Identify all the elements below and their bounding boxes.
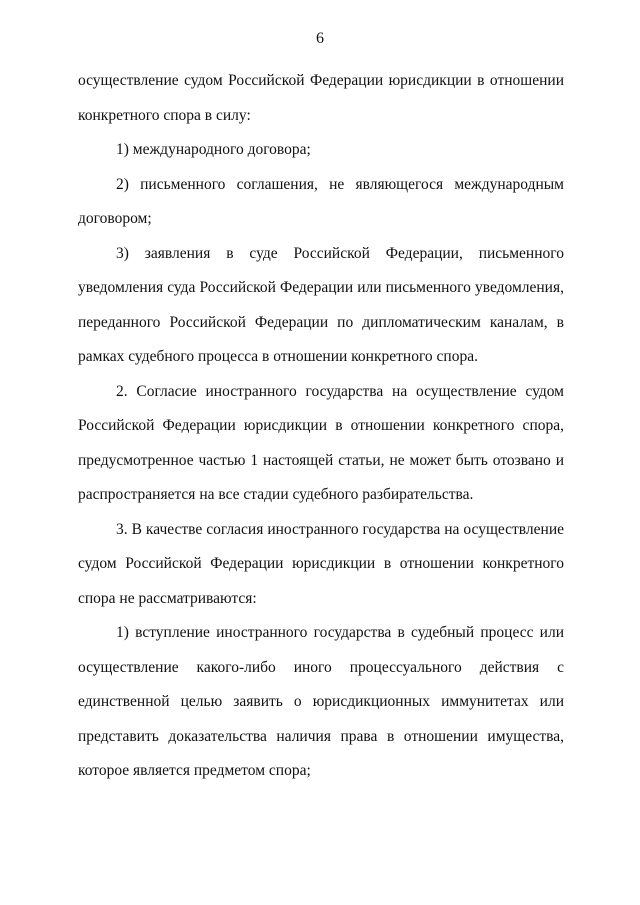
list-item-2: 2) письменного соглашения, не являющегося международным договором; [78,175,564,227]
list-item-3: 3) заявления в суде Российской Федерации, письменного уведомления суда Российской Федерации или письменного уведомления, переданного Российской Федерации по дипломатическим каналам, в рамках судебного процесса в отношении конкретного спора. [78,244,564,365]
paragraph-continuation: осуществление судом Российской Федерации юрисдикции в отношении конкретного спора в силу: [78,72,564,124]
clause-3-item-1: 1) вступление иностранного государства в судебный процесс или осуществление какого-либо иного процессуального действия с единственной целью заявить о юрисдикционных иммунитетах или представить доказательства наличия права в отношении имущества, которое является предметом спора; [78,624,564,779]
page-number: 6 [316,30,324,47]
clause-3: 3. В качестве согласия иностранного государства на осуществление судом Российской Федерации юрисдикции в отношении конкретного спора не рассматриваются: [78,520,564,607]
clause-2: 2. Согласие иностранного государства на осуществление судом Российской Федерации юрисдикции в отношении конкретного спора, предусмотренное частью 1 настоящей статьи, не может быть отозвано и распространяется на все стадии судебного разбирательства. [78,382,564,503]
document-body [78,64,564,789]
list-item-1: 1) международного договора; [116,141,311,158]
